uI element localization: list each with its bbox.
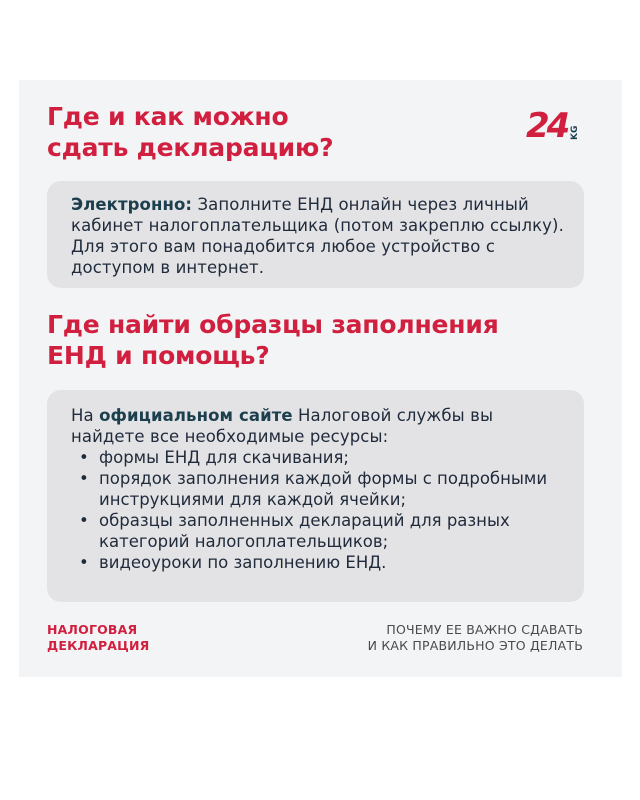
24kg-logo-icon	[526, 104, 588, 144]
list-item: • видеоуроки по заполнению ЕНД.	[79, 552, 569, 573]
intro-prefix: На	[71, 406, 100, 425]
footer-series-title	[47, 622, 149, 654]
electronic-text	[71, 194, 571, 278]
intro-suffix: Налоговой службы вы найдете все необходимые ресурсы:	[71, 406, 494, 446]
heading-line: ЕНД и помощь?	[47, 341, 270, 370]
footer-line: ДЕКЛАРАЦИЯ	[47, 638, 150, 653]
resources-intro	[71, 405, 571, 447]
heading-where-how	[47, 101, 467, 163]
heading-line: Где и как можно	[47, 102, 289, 131]
official-site-label: официальном сайте	[99, 406, 293, 425]
footer-line: ПОЧЕМУ ЕЕ ВАЖНО СДАВАТЬ	[386, 622, 583, 637]
heading-line: сдать декларацию?	[47, 133, 334, 162]
electronic-description: Заполните ЕНД онлайн через личный кабинет налогоплательщика (потом закреплю ссылку). Для этого вам понадобится любое устройство с доступом в интернет.	[71, 195, 564, 277]
list-item: • образцы заполненных деклараций для разных категорий налогоплательщиков;	[79, 510, 569, 552]
resources-list	[79, 447, 569, 573]
footer-line: НАЛОГОВАЯ	[47, 622, 138, 637]
footer-line: И КАК ПРАВИЛЬНО ЭТО ДЕЛАТЬ	[367, 638, 583, 653]
heading-line: Где найти образцы заполнения	[47, 310, 499, 339]
footer-subtitle	[368, 622, 583, 654]
list-item: • порядок заполнения каждой формы с подробными инструкциями для каждой ячейки;	[79, 468, 569, 510]
list-item: • формы ЕНД для скачивания;	[79, 447, 569, 468]
electronic-label: Электронно:	[71, 195, 193, 214]
heading-samples-help	[47, 309, 607, 371]
logo-number: 24	[526, 106, 568, 144]
logo-suffix: KG	[570, 125, 580, 140]
